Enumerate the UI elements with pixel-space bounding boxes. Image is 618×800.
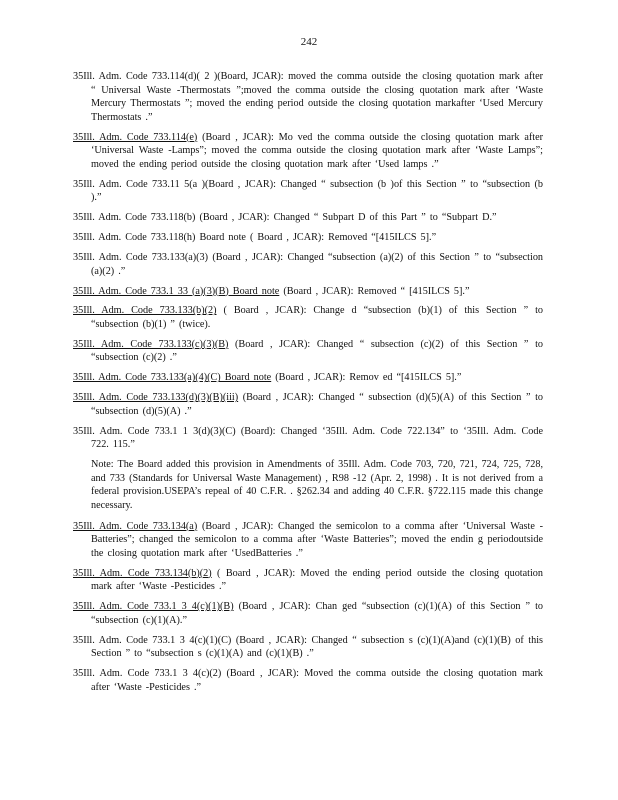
amendment-entry [73,231,543,245]
citation: 35Ill. Adm. Code 733.118(b) [73,212,196,224]
citation: 35Ill. Adm. Code 733.133(a)(4)(C) Board note [73,372,272,384]
amendment-entry [73,667,543,694]
amendment-text: ( Board , JCAR): Change d “subsection (b)(1) of this Section ” to “subsection (b)(1) ” (twice). [91,305,544,330]
citation: 35Ill. Adm. Code 733.114(d)( 2 )(Board, JCAR): [73,71,284,82]
amendment-text: (Board , JCAR): Changed “ Subpart D of this Part ” to “Subpart D.” [199,212,497,224]
citation: 35Ill. Adm. Code 733.134(a) [73,520,198,532]
amendment-text: (Board , JCAR): Chan ged “subsection (c)(1)(A) of this Section ” to “subsection (c)(1)(A).” [91,601,543,626]
citation: 35Ill. Adm. Code 733.133(b)(2) [73,305,217,317]
amendment-entry [73,567,543,594]
amendment-entry [73,391,543,418]
amendments-list [73,70,543,701]
amendment-text: ( Board , JCAR): Moved the ending period outside the closing quotation mark after ‘Waste -Pesticides .” [91,567,543,593]
amendment-entry [73,520,543,561]
citation: 35Ill. Adm. Code 733.1 33 (a)(3)(B) Board note [73,285,280,297]
citation: 35Ill. Adm. Code 733.133(c)(3)(B) [73,338,229,350]
citation: 35Ill. Adm. Code 733.11 5(a )(Board , JCAR): [73,178,276,190]
amendment-entry [73,211,543,225]
amendment-entry [73,131,543,172]
citation: 35Ill. Adm. Code 733.133(d)(3)(B)(iii) [73,392,239,404]
amendment-text: Board note ( Board , JCAR): Removed “[415ILCS 5].” [199,232,437,244]
amendment-text: (Board , JCAR): Changed “subsection (a)(2) of this Section ” to “subsection (a)(2) .” [91,252,544,277]
citation: 35Ill. Adm. Code 733.134(b)(2) [73,567,212,579]
amendment-entry [73,178,543,205]
amendment-entry [73,304,543,331]
amendment-text: Changed ‘35Ill. Adm. Code 722.134” to ‘35Ill. Adm. Code 722. 115.” [91,425,543,451]
amendment-text: (Board , JCAR): Moved the comma outside the closing quotation mark after ‘Waste -Pesticides .” [91,668,544,693]
amendment-note: Note: The Board added this provision in Amendments of 35Ill. Adm. Code 703, 720, 721, 724, 725, 728, and 733 (Standards for Universal Waste Management) , R98 -12 (Apr. 2, 1998) . It is not derived from a federal provision.USEPA’s repeal of 40 C.F.R. . §262.34 and adding 40 C.F.R. §722.115 made this change necessary. [91,459,543,511]
amendment-entry [73,285,543,299]
amendment-entry [73,338,543,365]
citation: 35Ill. Adm. Code 733.118(h) [73,232,196,244]
citation: 35Ill. Adm. Code 733.114(e) [73,131,198,143]
amendment-text: moved the comma outside the closing quotation mark after “ Universal Waste -Thermostats ”;moved the comma outside the closing quotation mark after ‘Waste Mercury Thermostats ”; moved the ending period outside the closing quotation markafter ‘Used Mercury Thermostats .” [91,71,543,123]
amendment-text: Changed “ subsection (b )of this Section ” to “subsection (b ).” [91,178,543,204]
amendment-entry [73,371,543,385]
citation: 35Ill. Adm. Code 733.1 3 4(c)(2) [73,668,222,680]
amendment-text: (Board , JCAR): Changed “ subsection s (c)(1)(A)and (c)(1)(B) of this Section ” to “subsection s (c)(1)(A) and (c)(1)(B) .” [91,634,544,660]
amendment-entry [73,251,543,278]
amendment-entry [73,634,543,661]
citation: 35Ill. Adm. Code 733.133(a)(3) [73,252,209,264]
amendment-entry [73,600,543,627]
amendment-text: (Board , JCAR): Changed the semicolon to a comma after ‘Universal Waste -Batteries”; changed the semicolon to a comma after ‘Waste Batteries”; moved the endin g periodoutside the closing quotation mark after ‘UsedBatteries .” [91,520,543,559]
amendment-text: (Board , JCAR): Removed “ [415ILCS 5].” [283,285,470,297]
amendment-text: (Board , JCAR): Changed “ subsection (c)(2) of this Section ” to “subsection (c)(2) .” [91,338,544,364]
amendment-entry [73,425,543,452]
amendment-entry [73,70,543,124]
citation: 35Ill. Adm. Code 733.1 3 4(c)(1)(B) [73,601,234,613]
amendment-text: (Board , JCAR): Changed “ subsection (d)(5)(A) of this Section ” to “subsection (d)(5)(A) .” [91,392,544,417]
page-number: 242 [300,36,318,48]
citation: 35Ill. Adm. Code 733.1 3 4(c)(1)(C) [73,634,232,646]
citation: 35Ill. Adm. Code 733.1 1 3(d)(3)(C) (Board): [73,425,276,437]
amendment-text: (Board , JCAR): Remov ed “[415ILCS 5].” [275,372,462,384]
amendment-text: (Board , JCAR): Mo ved the comma outside the closing quotation mark after ‘Universal Waste -Lamps”; moved the comma outside the closing quotation mark after ‘Waste Lamps”; moved the ending period outside the closing quotation mark after ‘Used lamps .” [91,131,543,170]
